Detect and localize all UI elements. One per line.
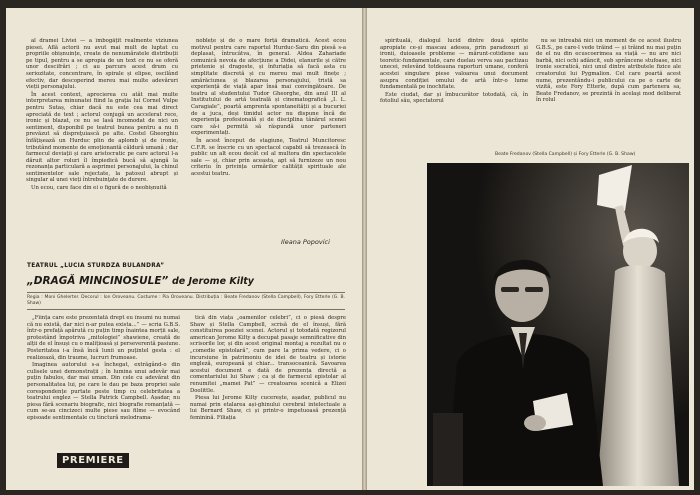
- left-col-2: [191, 38, 346, 238]
- theatre-heading: TEATRUL „LUCIA STURDZA BULANDRA”: [27, 263, 165, 269]
- stage-photo-image: [427, 163, 689, 486]
- right-col-1: [380, 38, 528, 140]
- paragraph: Un ecou, care face din ei o figură de o neobișnuită: [31, 185, 167, 192]
- title-rule: [27, 292, 345, 293]
- paragraph: În acest început de stagiune, Teatrul Muncitoresc C.F.R. se înscrie cu un spectacol capabil să trezească în public un alt ecou decât cel al multora din spectacolele sale — și, chiar prin aceasta, apt să furnizeze un nou criteriu în privința urmărilor calității spirituale ale acestui teatru.: [191, 137, 346, 177]
- production-credits: Regia : Moni Ghelerter. Decorul : Ion Oroveanu. Costume : Pia Oroveanu. Distribuția : Beate Fredanov (Stella Campbell), Fory Etterle (G. B. Shaw): [27, 295, 345, 306]
- left-col-3: [27, 315, 180, 451]
- credits-rule: [27, 309, 345, 310]
- left-col-4: [190, 315, 346, 455]
- paragraph: Imaginea autorului s-a închegat, extrăgând-o din culisele unei demonstrații ; în lumina unui adevăr mai puțin fabulos, dar mai uman. Din cele cu adevărat din personalitatea lui, pe care le dau pe baza propriei sale corespondențe purtate peste timp cu celebritatea a teatrului englez — Stella Patrick Campbell. Așadar, nu piesa fără scenariu biografic, nici biografie romanțată — cum se-au cincizeci multe piese sau filme — evocând episoade sentimentale cu tinctură melodrama-: [27, 362, 180, 421]
- paragraph: Piesa lui Jerome Kilty cucerește, așadar, publicul nu numai prin etalarea ași-ghinului cerebral intelectuale a lui Bernard Shaw, ci și printr-o impetuoasă prezență feminină. Filiația: [190, 395, 346, 421]
- paragraph: nu se întreabă nici un moment de ce acest ilustru G.B.S., pe care-l vede trăind — și trăind nu mai puțin de el nu din ecuscoerimea sa viață — nu are nici barbă, nici ochi adâncit, sub sprâncene stufoase, nici ironie socratică, nici unul dintre atributele fizice ale creatorului lui Pygmalion. Cel care poartă acest nume, prezentându-i publicului ca pe o carte de vizită, este Fory Etterle, după cum partenera sa, Beate Fredanov, se prezintă în acelaşi mod deliberat în rolul: [536, 38, 681, 104]
- author-signature: Ileana Popovici: [281, 238, 330, 246]
- paragraph: „Ființa care este prezentată drept eu însumi nu numai că nu există, dar nici n-ar putea exista...” — scria G.B.S. într-o prefață apărută cu puțin timp înaintea morții sale, protestând împotriva „mitologiei” shawiene, creată de alții de el însuși cu o malițioasă și perseverentă pasiune. Posteritatea i-a însă încă lunii un puțintel gesta : el realizează, din traume, lucruri frumoase.: [27, 315, 180, 361]
- play-title-quoted: „DRAGĂ MINCINOSULE”: [27, 275, 169, 287]
- paragraph: spiritualã, dialogul lucid dintre două spirite apropiate ce-și mascau adesea, prin paradoxuri și ironii, duioasele probleme — mărunt-cotidiene sau teoretic-fundamentale, care duelau verva sau pactizau unecei, relevând totdeauna raporturi umane, conferă acestei singulare piese valoarea unui document asupra condiției omului de artă într-o lume fundamentală pe inochitate.: [380, 38, 528, 91]
- paragraph: Este ciudat, dar și îmbucurător totodată, că, în fotoliul său, spectatorul: [380, 91, 528, 105]
- left-col-1: [26, 38, 178, 260]
- paragraph: al dramei Liviei — a îmbogățit realmente viziunea piesei. Află actorii nu avut mai mult de luptat cu propriile obișnuințe, create de nenumăratele distribuții pe tipul, pentru a se apropia de un text ce nu se oferă unor descifrări ; ci au parcurs acest drum cu seriozitate, concentrare, în spirale și elipse, oscilând efectiv, dar descoperind mereu mai multe adevăruri vieții personajului.: [26, 38, 178, 91]
- photo-caption: Beate Fredanov (Stella Campbell) și Fory Etterle (G. B. Shaw): [495, 152, 636, 157]
- section-badge: PREMIERE: [57, 453, 129, 468]
- right-col-2: [536, 38, 681, 140]
- play-author: de Jerome Kilty: [171, 276, 254, 287]
- stage-photo: [427, 163, 689, 486]
- paragraph: tică din viața „oamenilor celebri”, ci o piesă despre Shaw și Stella Campbell, scrisă de el însuși, fără constituirea poeziei scenei. Actorul și totodată regizorul american Jerome Kilty a decupat pasaje semnificative din scrisorile lor, și din acest original montaj a rezultat nu o „comedie epistolară”, cum pare la prima vedere, ci o incursiune în patrimoniu de idei de teatru și istorie engleză, europeană și chiar... transoceanică. Savoarea acestui document e dată de prezența directă a comentariului lui Shaw ; ca și de farmecul epistolar al renumitei „mamei Pat” — creatoarea scenică a Elizei Doolittle.: [190, 315, 346, 394]
- paragraph: În acest context, aprecierea cu atât mai multe interpretarea minunatei fiind la grația lui Cornel Vulpe pentru Sutaș, chiar dacă nu este cea mai direct apreciată de text ; actorul conjugă un accelerat rece, ironic și blazat, ce nu se lasă incomodat de nici un sentiment, disponibil pe teatrul bunea pentru a nu fi prevăzut să dispreţuiască pe alte. Costel Gheorghiu înfățișează un Hurduc plin de aplomb și de ironie, tributând momente de emoționantă căldură umană ; dar farmecul deviații și care aristocratic pe care actorul l-a dăruit altor roluri îl împiedică bucă să ajungă la rezonanța particulară a asprimei personajului, la chinul sentimentelor sale rejectate, la patosul abrupt și singular al unei vieți întrebuinţate de durere.: [26, 91, 178, 184]
- paragraph: noblețe și de o mare forță dramatică. Acest ecou motivul pentru care raportul Hurduc-Saru din piesă s-a deplasat, întrucâtva, în general. Aldea Zahariade comunică nevoia de afecțiune a Didei, elanurile și către prietenie și dragoste, și înfuriația să facă asta cu simplitate discretă și cu mereu mai mult finețe ; amărăciunea și blazarea personajului, tristă sa experiență de viață apar însă mai convingătoare. De teatru al studentului Tudor Gheorghe, din anul III al Institutului de artă teatrală și cinematografică „I. L. Caragiale”, poartă amprenta spontaneității și a bucuriei de a juca, deși timidul actor nu dispune încă de experiența profesională și de disciplina tânărul scenei care să-i permită să răspundă unor parteneri experimentați.: [191, 38, 346, 137]
- play-title: [27, 275, 254, 287]
